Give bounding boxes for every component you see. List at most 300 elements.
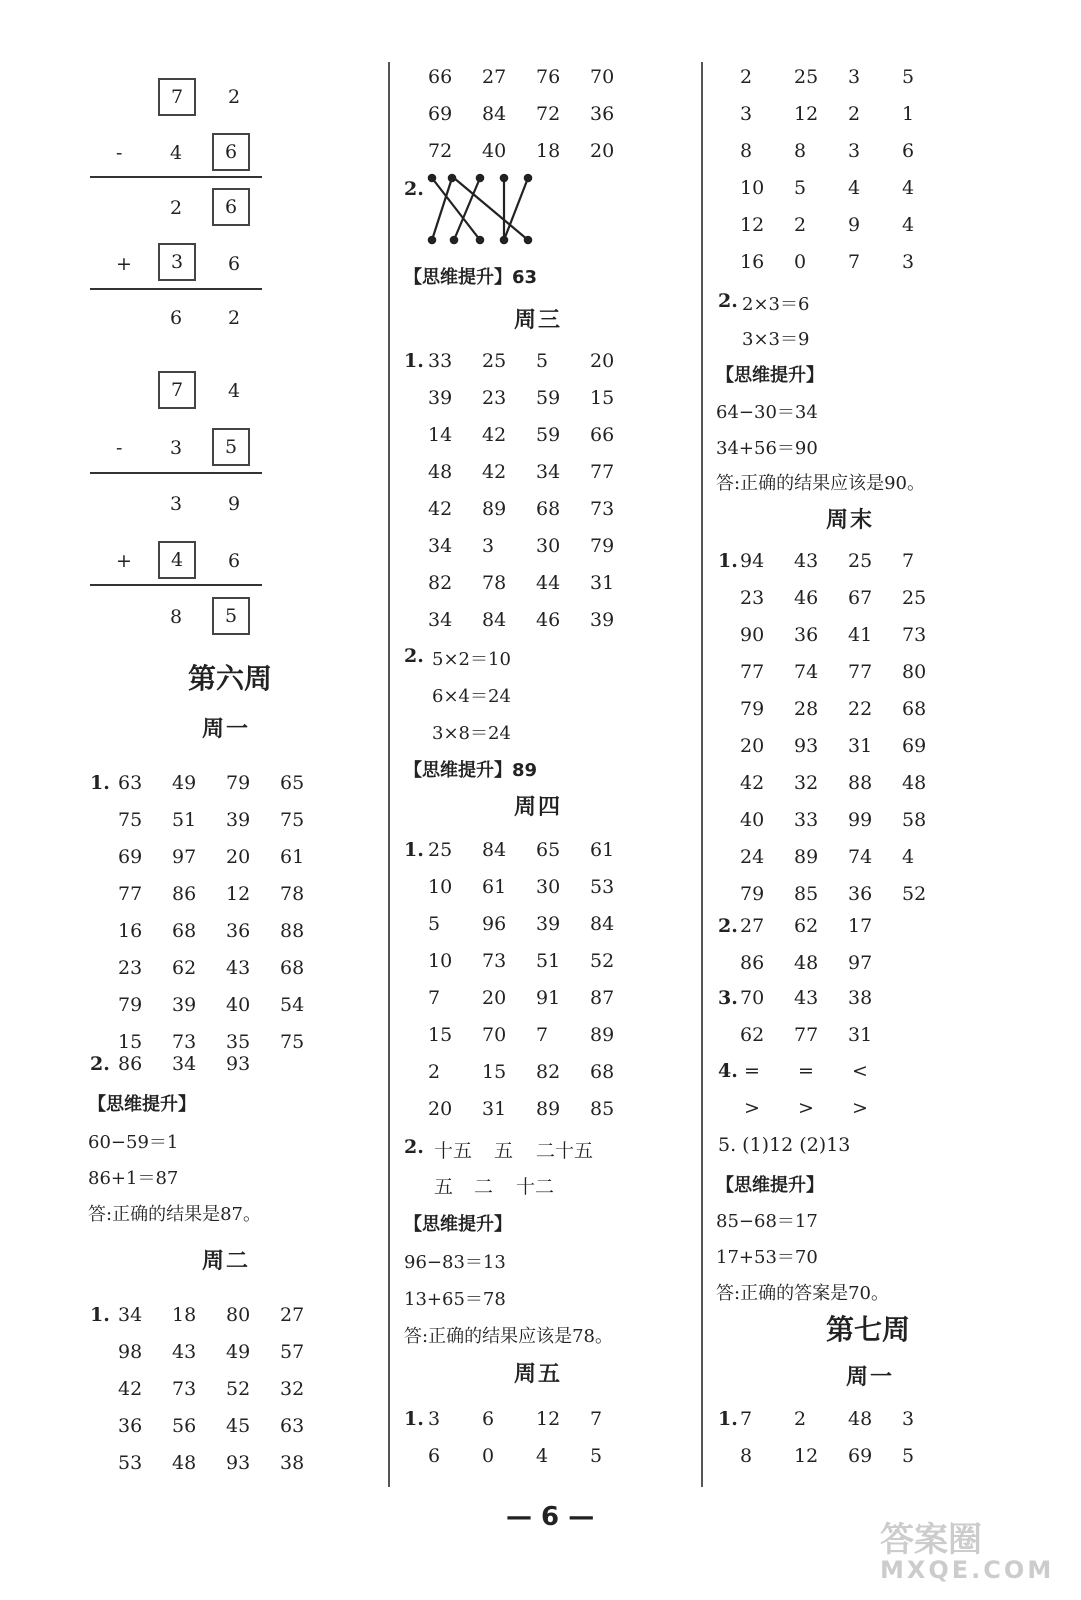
grid-cell: 77 [118, 882, 143, 905]
grid-row [428, 979, 644, 1016]
answer-grid [428, 1400, 644, 1474]
grid-cell: 20 [428, 1097, 453, 1120]
blank-box: 4 [158, 541, 196, 579]
grid-cell: 25 [848, 549, 873, 572]
grid-cell: 9 [848, 213, 861, 236]
grid-row [740, 944, 902, 981]
grid-row [428, 564, 644, 601]
grid-cell: 53 [590, 875, 615, 898]
grid-cell: 34 [428, 608, 453, 631]
blank-box: 3 [158, 243, 196, 281]
grid-cell: 58 [902, 808, 927, 831]
grid-cell: 69 [848, 1444, 873, 1467]
grid-row [744, 1089, 906, 1126]
calc-line-text: 6×4＝24 [432, 686, 511, 707]
grid-row [740, 206, 956, 243]
grid-cell: 62 [172, 956, 197, 979]
grid-cell: 63 [280, 1414, 305, 1437]
grid-cell: 79 [740, 882, 765, 905]
grid-cell: 8 [740, 139, 753, 162]
blank-box: 7 [158, 78, 196, 116]
answer-grid [740, 1400, 956, 1474]
grid-row [740, 58, 956, 95]
calc-line [90, 288, 262, 290]
grid-cell: 15 [590, 386, 615, 409]
grid-row [428, 1016, 644, 1053]
grid-row [428, 1090, 644, 1127]
grid-cell: 4 [536, 1444, 549, 1467]
answer-grid [740, 58, 956, 280]
grid-row [428, 1053, 644, 1090]
grid-cell: 35 [226, 1030, 251, 1053]
grid-cell: 12 [794, 102, 819, 125]
column-divider-1 [388, 62, 390, 1487]
answer-text: 答:正确的结果是87。 [88, 1204, 261, 1225]
grid-cell: 25 [482, 349, 507, 372]
grid-row [428, 868, 644, 905]
grid-cell: 66 [590, 423, 615, 446]
grid-row [118, 1296, 334, 1333]
grid-row [428, 132, 644, 169]
grid-cell: 24 [740, 845, 765, 868]
grid-row [428, 942, 644, 979]
grid-cell: 62 [794, 914, 819, 937]
grid-cell: 46 [536, 608, 561, 631]
grid-row [740, 690, 956, 727]
blank-box: 5 [212, 597, 250, 635]
grid-cell: 68 [536, 497, 561, 520]
calc-line-text: 5×2＝10 [432, 649, 511, 670]
grid-row [118, 1333, 334, 1370]
grid-cell: 85 [794, 882, 819, 905]
grid-cell: 36 [226, 919, 251, 942]
grid-cell: 61 [590, 838, 615, 861]
grid-cell: 6 [482, 1407, 495, 1430]
grid-cell: 16 [118, 919, 143, 942]
grid-row [118, 1370, 334, 1407]
grid-cell: 72 [428, 139, 453, 162]
grid-cell: 7 [902, 549, 915, 572]
question-number: 2. [404, 1136, 424, 1158]
grid-cell: 77 [794, 1023, 819, 1046]
grid-cell: 68 [902, 697, 927, 720]
grid-row [118, 1444, 334, 1481]
grid-row [740, 727, 956, 764]
grid-row [740, 542, 956, 579]
grid-row [428, 601, 644, 638]
grid-cell: 69 [902, 734, 927, 757]
grid-cell: 5 [590, 1444, 603, 1467]
digit: 2 [228, 307, 241, 329]
grid-row [118, 875, 334, 912]
calc-line-text: 86+1＝87 [88, 1168, 179, 1189]
grid-cell: > [852, 1096, 868, 1119]
grid-cell: 38 [280, 1451, 305, 1474]
grid-cell: 42 [118, 1377, 143, 1400]
grid-cell: 75 [280, 1030, 305, 1053]
digit: 6 [228, 253, 241, 275]
grid-cell: 4 [902, 176, 915, 199]
grid-cell: 42 [428, 497, 453, 520]
answer-text: 答:正确的结果应该是90。 [716, 473, 925, 494]
grid-row [740, 764, 956, 801]
grid-cell: 42 [740, 771, 765, 794]
grid-cell: 39 [226, 808, 251, 831]
grid-cell: 0 [482, 1444, 495, 1467]
grid-cell: > [744, 1096, 760, 1119]
calc-line [90, 584, 262, 586]
grid-cell: 96 [482, 912, 507, 935]
grid-cell: 78 [482, 571, 507, 594]
grid-row [118, 801, 334, 838]
grid-cell: 40 [740, 808, 765, 831]
grid-cell: 48 [902, 771, 927, 794]
grid-cell: 1 [902, 102, 915, 125]
grid-cell: 43 [226, 956, 251, 979]
grid-cell: 73 [902, 623, 927, 646]
grid-cell: 6 [902, 139, 915, 162]
answer-grid [740, 979, 902, 1053]
grid-cell: 65 [536, 838, 561, 861]
grid-cell: 7 [590, 1407, 603, 1430]
answer-grid [118, 1045, 280, 1082]
grid-cell: 39 [590, 608, 615, 631]
grid-cell: 61 [280, 845, 305, 868]
grid-cell: 90 [740, 623, 765, 646]
grid-cell: 23 [118, 956, 143, 979]
answer-grid [428, 342, 644, 638]
question-number: 1. [718, 550, 738, 572]
grid-cell: 45 [226, 1414, 251, 1437]
calc-line-text: 3×3＝9 [742, 329, 810, 350]
grid-cell: 89 [482, 497, 507, 520]
grid-cell: 99 [848, 808, 873, 831]
answer-text: 5. (1)12 (2)13 [718, 1134, 851, 1156]
grid-cell: 56 [172, 1414, 197, 1437]
grid-cell: 94 [740, 549, 765, 572]
chinese-number: 五 [434, 1176, 454, 1198]
grid-row [740, 95, 956, 132]
grid-row [740, 801, 956, 838]
grid-cell: 4 [848, 176, 861, 199]
digit: 2 [228, 86, 241, 108]
grid-cell: 25 [902, 586, 927, 609]
question-number: 2. [404, 178, 424, 200]
grid-cell: 18 [172, 1303, 197, 1326]
thinking-heading: 【思维提升】 [88, 1094, 196, 1115]
grid-cell: 98 [118, 1340, 143, 1363]
calc-line [90, 176, 262, 178]
grid-cell: 77 [848, 660, 873, 683]
grid-row [740, 1437, 956, 1474]
grid-cell: 31 [848, 1023, 873, 1046]
grid-cell: 70 [590, 65, 615, 88]
grid-cell: 63 [118, 771, 143, 794]
grid-cell: 52 [226, 1377, 251, 1400]
grid-cell: 44 [536, 571, 561, 594]
question-number: 3. [718, 987, 738, 1009]
day-title: 周一 [202, 717, 251, 742]
grid-cell: 39 [428, 386, 453, 409]
question-number: 1. [404, 839, 424, 861]
grid-cell: 54 [280, 993, 305, 1016]
grid-cell: 73 [172, 1030, 197, 1053]
thinking-heading: 【思维提升】63 [404, 267, 538, 288]
week-title: 第七周 [826, 1313, 911, 1346]
grid-cell: 32 [794, 771, 819, 794]
grid-cell: 18 [536, 139, 561, 162]
grid-row [740, 169, 956, 206]
grid-cell: 89 [536, 1097, 561, 1120]
grid-cell: 3 [848, 65, 861, 88]
grid-cell: 69 [118, 845, 143, 868]
question-number: 1. [90, 772, 110, 794]
question-number: 4. [718, 1060, 738, 1082]
grid-cell: 62 [740, 1023, 765, 1046]
chinese-number: 五 [494, 1140, 514, 1162]
grid-cell: 78 [280, 882, 305, 905]
grid-row [118, 912, 334, 949]
blank-box: 5 [212, 428, 250, 466]
grid-cell: 82 [428, 571, 453, 594]
answer-text: 答:正确的答案是70。 [716, 1283, 889, 1304]
grid-row [428, 1437, 644, 1474]
digit: 6 [228, 550, 241, 572]
grid-cell: 52 [590, 949, 615, 972]
grid-cell: 36 [848, 882, 873, 905]
grid-row [740, 1400, 956, 1437]
grid-cell: 3 [902, 250, 915, 273]
grid-cell: 77 [740, 660, 765, 683]
grid-cell: 80 [226, 1303, 251, 1326]
operator: - [116, 437, 123, 459]
grid-cell: 93 [226, 1052, 251, 1075]
calc-line-text: 96−83＝13 [404, 1252, 506, 1273]
grid-cell: 5 [428, 912, 441, 935]
grid-cell: 8 [794, 139, 807, 162]
grid-cell: 82 [536, 1060, 561, 1083]
grid-cell: 12 [226, 882, 251, 905]
grid-cell: 20 [590, 139, 615, 162]
answer-text: 答:正确的结果应该是78。 [404, 1326, 613, 1347]
grid-cell: 3 [482, 534, 495, 557]
grid-cell: 5 [536, 349, 549, 372]
grid-row [744, 1052, 906, 1089]
grid-cell: 15 [118, 1030, 143, 1053]
chinese-number: 二 [474, 1176, 494, 1198]
grid-cell: 70 [740, 986, 765, 1009]
thinking-heading: 【思维提升】 [404, 1214, 512, 1235]
calc-line-text: 60−59＝1 [88, 1132, 179, 1153]
grid-row [740, 653, 956, 690]
digit: 6 [170, 307, 183, 329]
grid-cell: 75 [280, 808, 305, 831]
grid-cell: 38 [848, 986, 873, 1009]
grid-cell: 31 [848, 734, 873, 757]
answer-grid [744, 1052, 906, 1126]
grid-cell: 66 [428, 65, 453, 88]
operator: - [116, 142, 123, 164]
grid-cell: 84 [482, 102, 507, 125]
grid-cell: 20 [226, 845, 251, 868]
day-title: 周五 [514, 1362, 563, 1387]
grid-row [428, 527, 644, 564]
grid-cell: 34 [536, 460, 561, 483]
grid-cell: 25 [428, 838, 453, 861]
digit: 4 [228, 380, 241, 402]
grid-row [428, 342, 644, 379]
grid-cell: 43 [794, 986, 819, 1009]
grid-cell: 84 [482, 608, 507, 631]
grid-cell: 3 [902, 1407, 915, 1430]
grid-cell: 43 [794, 549, 819, 572]
grid-row [118, 949, 334, 986]
grid-cell: 22 [848, 697, 873, 720]
thinking-heading: 【思维提升】89 [404, 760, 538, 781]
grid-cell: 42 [482, 460, 507, 483]
grid-row [740, 1016, 902, 1053]
grid-cell: 15 [428, 1023, 453, 1046]
day-title: 周三 [514, 308, 563, 333]
grid-cell: 7 [848, 250, 861, 273]
grid-cell: 49 [226, 1340, 251, 1363]
grid-cell: 27 [740, 914, 765, 937]
grid-cell: 5 [902, 65, 915, 88]
grid-cell: 40 [226, 993, 251, 1016]
grid-cell: 59 [536, 386, 561, 409]
grid-cell: 76 [536, 65, 561, 88]
grid-row [740, 979, 902, 1016]
grid-cell: 49 [172, 771, 197, 794]
operator: + [116, 253, 132, 275]
grid-cell: 72 [536, 102, 561, 125]
question-number: 1. [90, 1304, 110, 1326]
grid-cell: 97 [172, 845, 197, 868]
grid-cell: 31 [590, 571, 615, 594]
grid-cell: 48 [428, 460, 453, 483]
grid-cell: 93 [226, 1451, 251, 1474]
grid-cell: 6 [428, 1444, 441, 1467]
grid-cell: 12 [740, 213, 765, 236]
grid-cell: 77 [590, 460, 615, 483]
grid-cell: 2 [794, 1407, 807, 1430]
digit: 8 [170, 606, 183, 628]
grid-cell: 30 [536, 875, 561, 898]
operator: + [116, 550, 132, 572]
calc-line-text: 17+53＝70 [716, 1247, 818, 1268]
grid-row [740, 838, 956, 875]
grid-cell: 91 [536, 986, 561, 1009]
calc-line-text: 34+56＝90 [716, 438, 818, 459]
grid-cell: 5 [794, 176, 807, 199]
grid-cell: 4 [902, 845, 915, 868]
grid-cell: 3 [740, 102, 753, 125]
grid-cell: 84 [590, 912, 615, 935]
week-title: 第六周 [188, 662, 273, 695]
blank-box: 6 [212, 188, 250, 226]
watermark-url: MXQE.COM [880, 1556, 1055, 1584]
grid-row [740, 616, 956, 653]
grid-row [118, 986, 334, 1023]
grid-cell: 14 [428, 423, 453, 446]
grid-cell: 36 [118, 1414, 143, 1437]
day-title: 周二 [202, 1249, 251, 1274]
grid-row [740, 907, 902, 944]
grid-cell: 51 [172, 808, 197, 831]
grid-cell: 32 [280, 1377, 305, 1400]
grid-cell: < [852, 1059, 868, 1082]
answer-grid [740, 907, 902, 981]
grid-row [428, 58, 644, 95]
grid-cell: 20 [482, 986, 507, 1009]
grid-cell: 20 [740, 734, 765, 757]
grid-cell: 89 [590, 1023, 615, 1046]
digit: 3 [170, 493, 183, 515]
calc-line [90, 472, 262, 474]
grid-cell: 48 [172, 1451, 197, 1474]
grid-cell: 34 [172, 1052, 197, 1075]
grid-row [118, 838, 334, 875]
grid-cell: 93 [794, 734, 819, 757]
day-title: 周四 [514, 795, 563, 820]
calc-line-text: 13+65＝78 [404, 1289, 506, 1310]
grid-cell: 79 [590, 534, 615, 557]
calc-line-text: 2×3＝6 [742, 294, 810, 315]
grid-cell: 73 [172, 1377, 197, 1400]
grid-cell: 46 [794, 586, 819, 609]
question-number: 2. [718, 915, 738, 937]
grid-cell: 36 [590, 102, 615, 125]
grid-row [428, 416, 644, 453]
grid-cell: 48 [848, 1407, 873, 1430]
grid-cell: 52 [902, 882, 927, 905]
grid-cell: 7 [428, 986, 441, 1009]
grid-cell: 16 [740, 250, 765, 273]
grid-cell: 65 [280, 771, 305, 794]
grid-cell: 80 [902, 660, 927, 683]
grid-cell: 53 [118, 1451, 143, 1474]
matching-lines-diagram [424, 172, 544, 248]
grid-cell: 79 [740, 697, 765, 720]
blank-box: 6 [212, 133, 250, 171]
digit: 9 [228, 493, 241, 515]
thinking-heading: 【思维提升】 [716, 1175, 824, 1196]
grid-cell: 8 [740, 1444, 753, 1467]
day-title: 周末 [826, 508, 875, 533]
grid-cell: 68 [280, 956, 305, 979]
grid-cell: 86 [172, 882, 197, 905]
grid-row [740, 132, 956, 169]
grid-cell: 27 [482, 65, 507, 88]
question-number: 2. [404, 645, 424, 667]
grid-cell: 2 [740, 65, 753, 88]
grid-cell: 3 [428, 1407, 441, 1430]
grid-cell: 88 [848, 771, 873, 794]
grid-cell: 30 [536, 534, 561, 557]
grid-cell: 39 [172, 993, 197, 1016]
grid-cell: 7 [740, 1407, 753, 1430]
question-number: 2. [718, 290, 738, 312]
grid-cell: 69 [428, 102, 453, 125]
grid-cell: 86 [740, 951, 765, 974]
grid-cell: 3 [848, 139, 861, 162]
grid-cell: 73 [590, 497, 615, 520]
grid-cell: 61 [482, 875, 507, 898]
chinese-number: 二十五 [536, 1140, 594, 1162]
grid-cell: 88 [280, 919, 305, 942]
grid-cell: 5 [902, 1444, 915, 1467]
answer-grid [118, 764, 334, 1060]
